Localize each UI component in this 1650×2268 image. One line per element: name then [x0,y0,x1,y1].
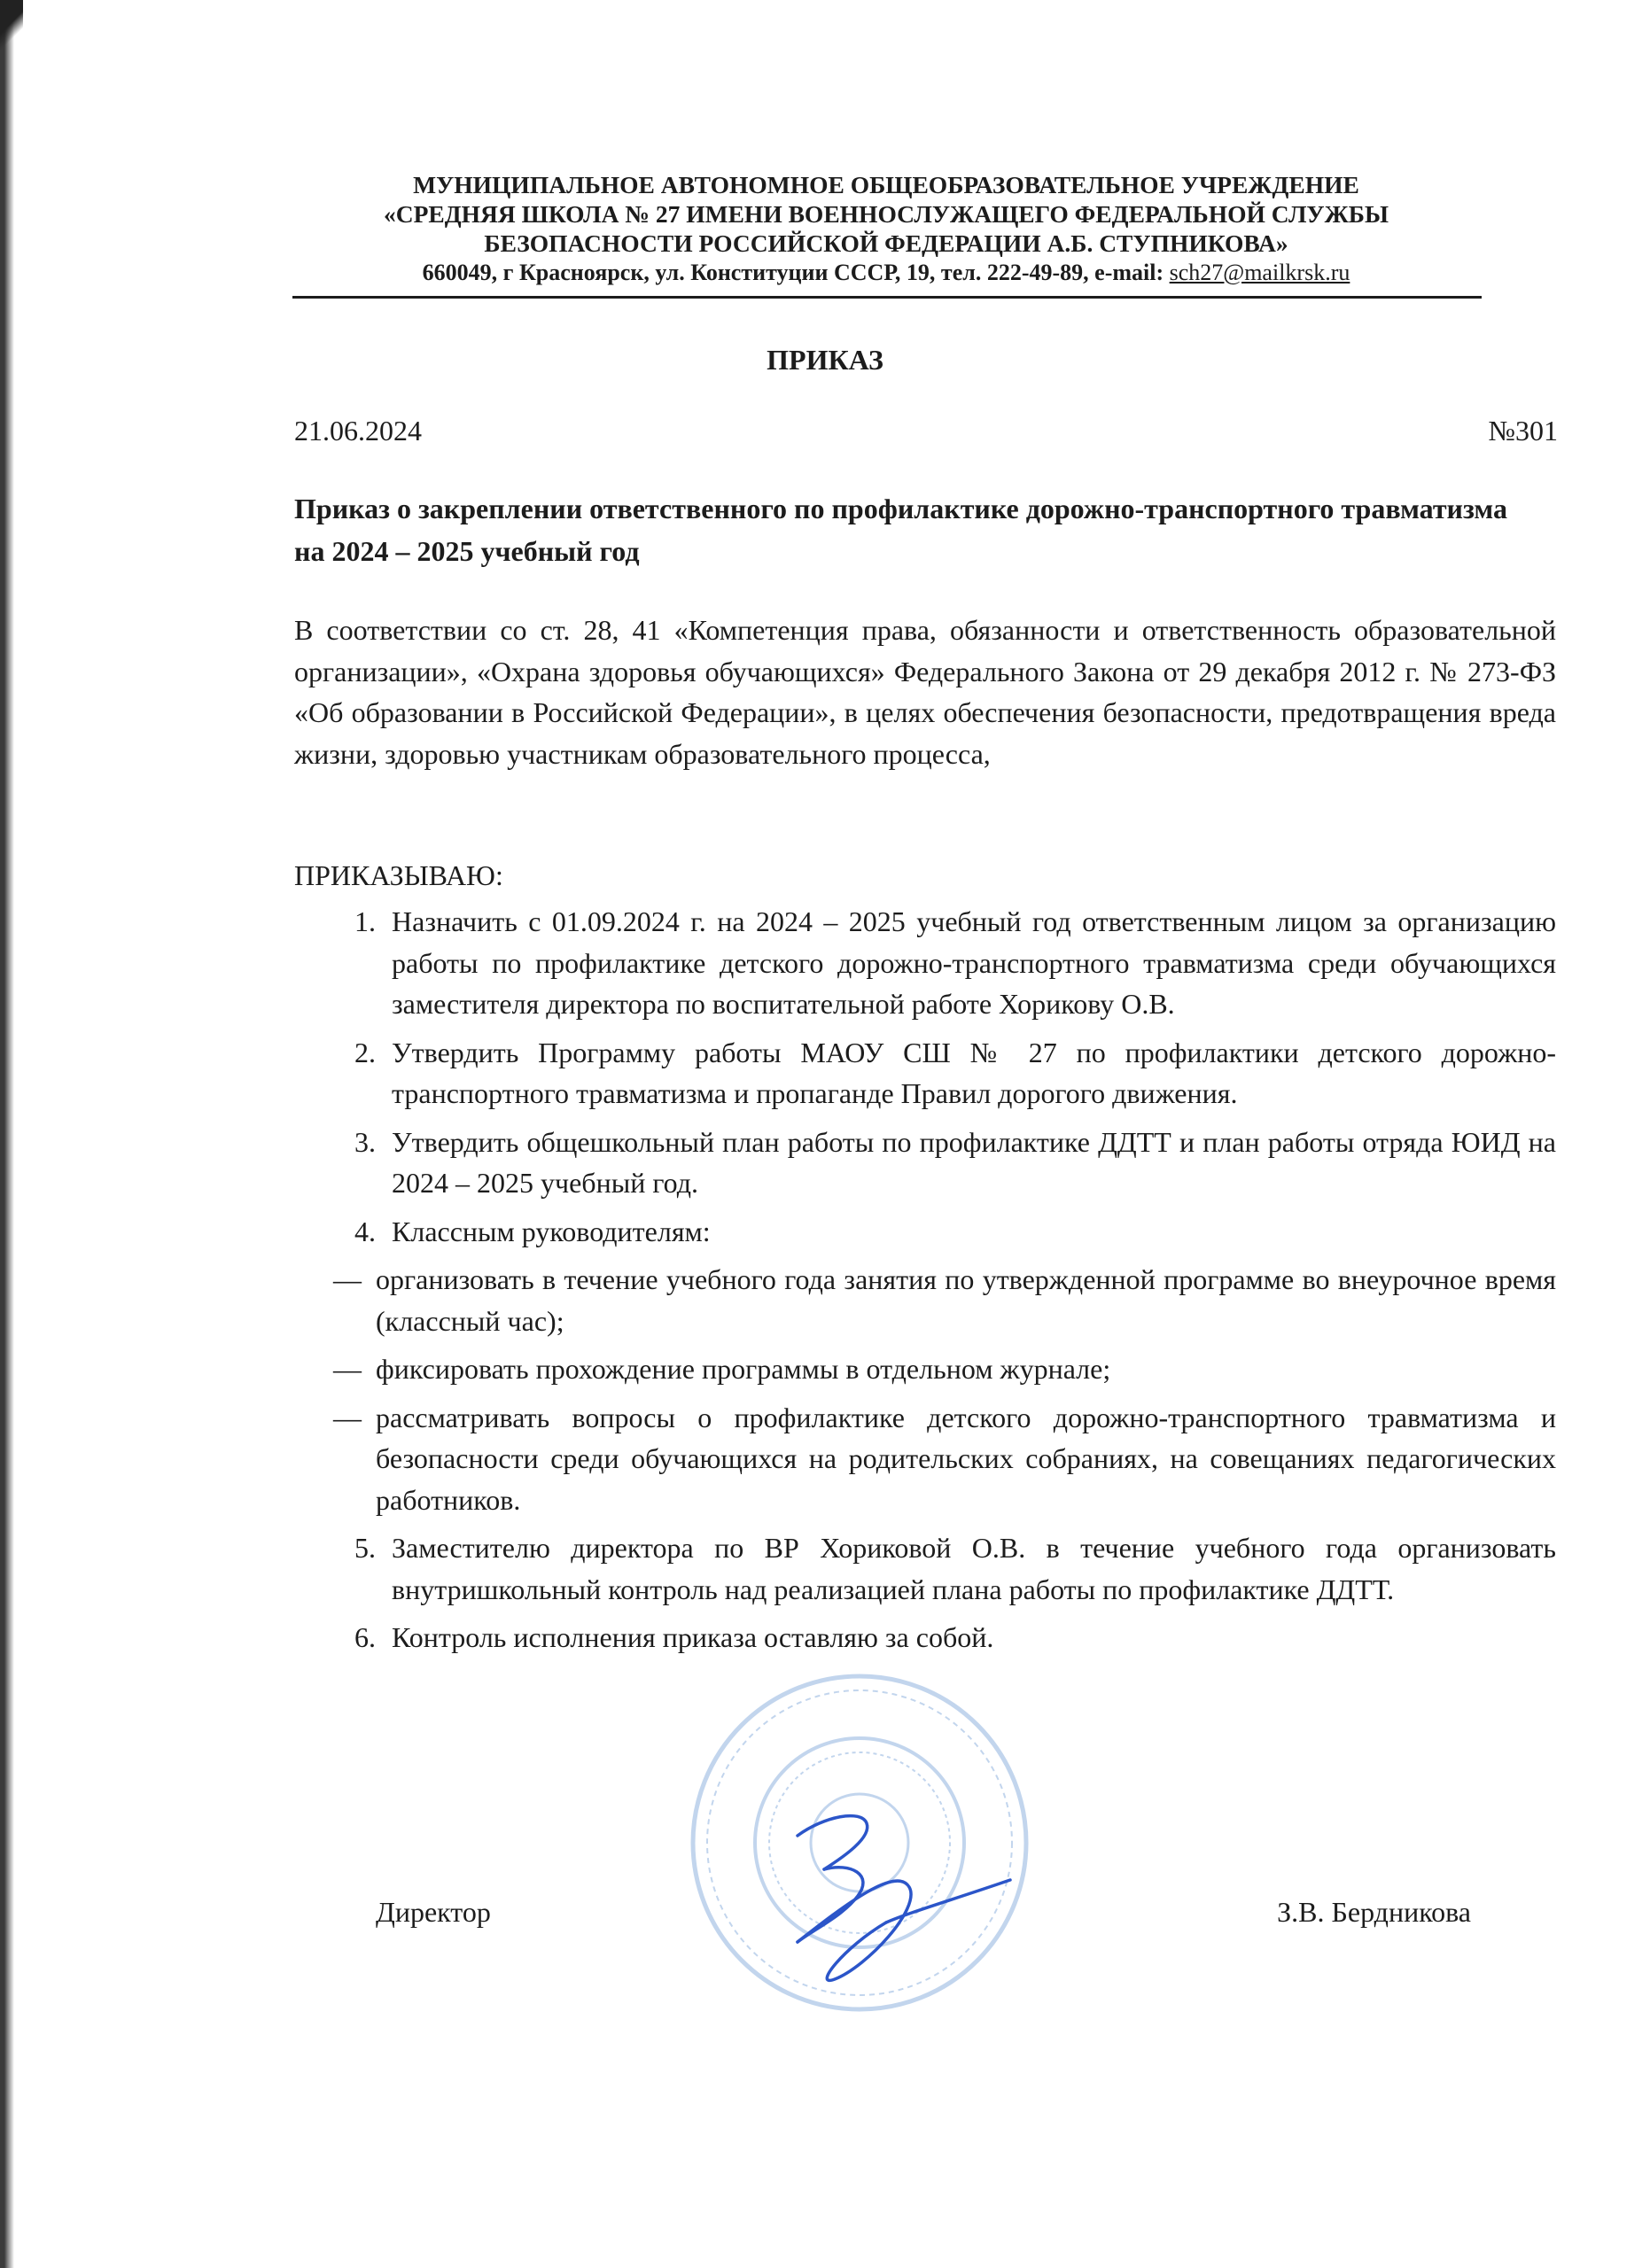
list-item [294,1527,1556,1610]
item-marker: 6. [354,1621,376,1653]
item-text: Утвердить общешкольный план работы по профилактике ДДТТ и план работы отряда ЮИД на 2024 – 2025 учебный год. [392,1125,1556,1199]
document-number: №301 [1488,415,1558,447]
list-item [294,1617,1556,1658]
item-marker: 4. [354,1215,376,1247]
item-marker: 2. [354,1036,376,1068]
item-text: Назначить с 01.09.2024 г. на 2024 – 2025 учебный год ответственным лицом за организацию работы по профилактике детского дорожно-транспортного травматизма среди обучающихся заместителя директора по воспитательной работе Хорикову О.В. [392,905,1556,1020]
header-divider [292,296,1482,299]
document-type: ПРИКАЗ [767,344,883,376]
address-text: 660049, г Красноярск, ул. Конституции СССР, 19, тел. 222-49-89, e-mail: [422,260,1170,285]
item-marker: 3. [354,1125,376,1158]
item-marker: — [333,1353,362,1385]
item-text: Заместителю директора по ВР Хориковой О.В. в течение учебного года организовать внутришкольный контроль над реализацией плана работы по профилактике ДДТТ. [392,1532,1556,1605]
list-item [294,901,1556,1025]
item-text: Утвердить Программу работы МАОУ СШ № 27 по профилактики детского дорожно-транспортного травматизма и пропаганде Правил дорогого движения. [392,1036,1556,1109]
scan-edge [0,0,14,2268]
header-line-2: «СРЕДНЯЯ ШКОЛА № 27 ИМЕНИ ВОЕННОСЛУЖАЩЕГО ФЕДЕРАЛЬНОЙ СЛУЖБЫ [384,200,1389,228]
header-address [292,258,1480,287]
director-signature [762,1781,1028,2011]
list-item [294,1122,1556,1204]
email-link[interactable]: sch27@mailkrsk.ru [1169,260,1350,285]
list-item [294,1211,1556,1253]
item-text: Классным руководителям: [392,1215,711,1247]
list-item [294,1032,1556,1115]
director-position: Директор [376,1896,491,1928]
item-text: Контроль исполнения приказа оставляю за собой. [392,1621,994,1653]
list-item [294,1259,1556,1341]
item-marker: 5. [354,1532,376,1564]
list-item [294,1397,1556,1521]
scan-corner [0,0,23,62]
director-name: З.В. Бердникова [1277,1896,1471,1928]
item-marker: 1. [354,905,376,937]
item-marker: — [333,1401,362,1433]
preamble-paragraph: В соответствии со ст. 28, 41 «Компетенция права, обязанности и ответственность образовательной организации», «Охрана здоровья обучающихся» Федерального Закона от 29 декабря 2012 г. № 273-ФЗ «Об образовании в Российской Федерации», в целях обеспечения безопасности, предотвращения вреда жизни, здоровью участникам образовательного процесса, [294,614,1556,770]
order-word: ПРИКАЗЫВАЮ: [294,859,503,891]
list-item [294,1348,1556,1390]
order-items-list [294,901,1556,1666]
item-text: организовать в течение учебного года занятия по утвержденной программе во внеурочное время (классный час); [376,1263,1556,1337]
document-title: Приказ о закреплении ответственного по профилактике дорожно-транспортного травматизма на 2024 – 2025 учебный год [294,493,1507,567]
document-date: 21.06.2024 [294,415,422,447]
item-text: фиксировать прохождение программы в отдельном журнале; [376,1353,1111,1385]
organization-header [292,170,1480,287]
header-line-3: БЕЗОПАСНОСТИ РОССИЙСКОЙ ФЕДЕРАЦИИ А.Б. СТУПНИКОВА» [484,229,1288,257]
item-marker: — [333,1263,362,1295]
item-text: рассматривать вопросы о профилактике детского дорожно-транспортного травматизма и безопасности среди обучающихся на родительских собраниях, на совещаниях педагогических работников. [376,1401,1556,1516]
header-line-1: МУНИЦИПАЛЬНОЕ АВТОНОМНОЕ ОБЩЕОБРАЗОВАТЕЛЬНОЕ УЧРЕЖДЕНИЕ [413,171,1359,198]
